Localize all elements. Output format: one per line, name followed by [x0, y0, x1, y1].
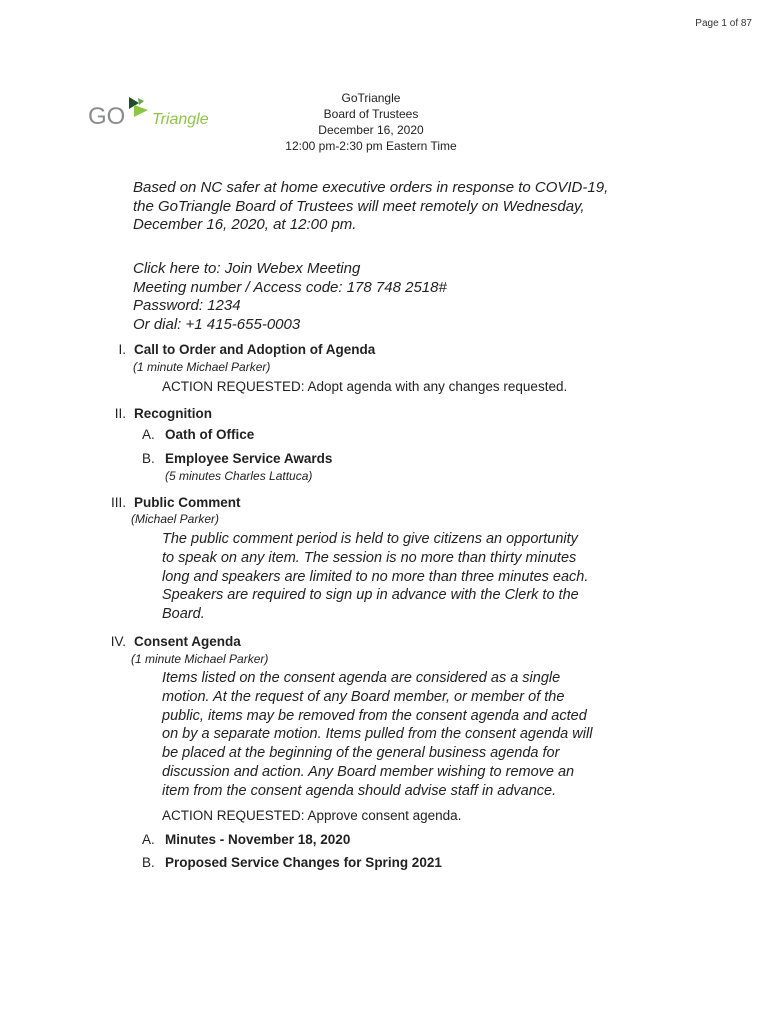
- section-1-title: Call to Order and Adoption of Agenda: [134, 342, 376, 357]
- intro-line: Based on NC safer at home executive orders in response to COVID-19,: [133, 179, 609, 196]
- paragraph-line: be placed at the beginning of the general business agenda for: [162, 745, 560, 762]
- section-4-number: IV.: [110, 634, 126, 649]
- paragraph-line: Items listed on the consent agenda are considered as a single: [162, 670, 561, 686]
- section-2-item-b-title: Employee Service Awards: [165, 451, 333, 466]
- join-webex-link[interactable]: Click here to: Join Webex Meeting: [133, 260, 361, 277]
- logo-go-text: GO: [88, 103, 126, 130]
- section-2-item-b-letter: B.: [142, 451, 155, 466]
- section-3-number: III.: [110, 495, 126, 510]
- meeting-info: [133, 260, 623, 334]
- section-4-item-b-letter: B.: [142, 855, 155, 870]
- gotriangle-logo: [88, 93, 218, 133]
- section-1-action: ACTION REQUESTED: Adopt agenda with any changes requested.: [162, 379, 568, 394]
- section-4-item-b-title: Proposed Service Changes for Spring 2021: [165, 855, 442, 870]
- intro-paragraph: [133, 179, 623, 235]
- access-code: Meeting number / Access code: 178 748 2518#: [133, 278, 447, 296]
- password: Password: 1234: [133, 297, 241, 314]
- paragraph-line: Board.: [162, 606, 205, 623]
- paragraph-line: The public comment period is held to give citizens an opportunity: [162, 531, 578, 547]
- section-4-title: Consent Agenda: [134, 634, 241, 649]
- intro-line: the GoTriangle Board of Trustees will meet remotely on Wednesday,: [133, 197, 585, 215]
- page-indicator: Page 1 of 87: [695, 18, 752, 29]
- section-2-item-b-note: (5 minutes Charles Lattuca): [165, 469, 313, 483]
- paragraph-line: motion. At the request of any Board member, or member of the: [162, 688, 565, 705]
- section-2-title: Recognition: [134, 406, 212, 421]
- paragraph-line: discussion and action. Any Board member wishing to remove an: [162, 763, 575, 780]
- section-3-title: Public Comment: [134, 495, 241, 510]
- section-1-presenter: (1 minute Michael Parker): [133, 360, 271, 374]
- paragraph-line: public, items may be removed from the consent agenda and acted: [162, 707, 587, 724]
- paragraph-line: long and speakers are limited to no more than three minutes each.: [162, 568, 589, 585]
- section-3-paragraph: [162, 530, 612, 624]
- section-1-number: I.: [118, 342, 126, 357]
- intro-line: December 16, 2020, at 12:00 pm.: [133, 216, 357, 233]
- section-4-item-a-title: Minutes - November 18, 2020: [165, 832, 351, 847]
- paragraph-line: on by a separate motion. Items pulled from the consent agenda will: [162, 726, 593, 743]
- paragraph-line: to speak on any item. The session is no more than thirty minutes: [162, 549, 577, 566]
- meeting-header: [232, 90, 510, 154]
- header-org: GoTriangle: [341, 91, 401, 105]
- header-time: 12:00 pm-2:30 pm Eastern Time: [285, 139, 457, 153]
- logo-triangle-text: Triangle: [152, 111, 209, 128]
- logo-arrow-green-icon: [134, 105, 148, 117]
- section-2-item-a-letter: A.: [142, 427, 155, 442]
- dial-in: Or dial: +1 415-655-0003: [133, 315, 301, 333]
- section-4-presenter: (1 minute Michael Parker): [131, 652, 269, 666]
- section-4-action: ACTION REQUESTED: Approve consent agenda.: [162, 808, 462, 823]
- header-date: December 16, 2020: [318, 123, 424, 137]
- section-2-item-a-title: Oath of Office: [165, 427, 255, 442]
- paragraph-line: Speakers are required to sign up in advance with the Clerk to the: [162, 587, 579, 604]
- section-3-presenter: (Michael Parker): [131, 512, 220, 526]
- section-4-item-a-letter: A.: [142, 832, 155, 847]
- section-4-paragraph: [162, 669, 612, 801]
- logo-arrow-mid-icon: [138, 98, 144, 105]
- paragraph-line: item from the consent agenda should advise staff in advance.: [162, 782, 557, 799]
- header-board: Board of Trustees: [323, 107, 419, 121]
- section-2-number: II.: [114, 406, 126, 421]
